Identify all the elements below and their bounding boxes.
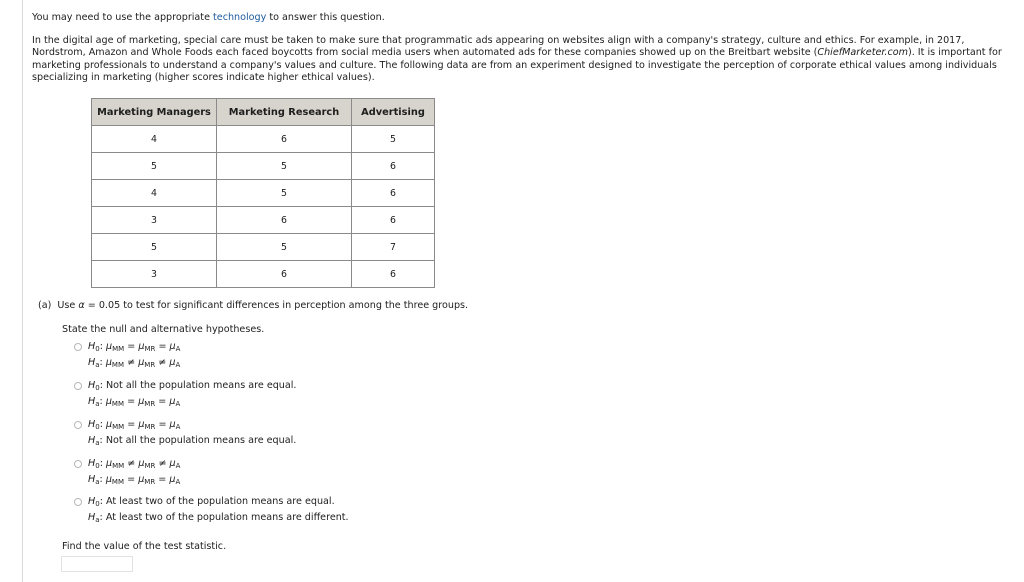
- table-header-row: [92, 99, 435, 126]
- table-cell: 3: [92, 261, 217, 288]
- table-cell: 5: [217, 180, 352, 207]
- table-cell: 6: [217, 207, 352, 234]
- data-table: [91, 98, 435, 288]
- h0-statement: $H_0$: $\mu_{MM} \ne \mu_{MR} \ne \mu_A$: [88, 458, 181, 470]
- table-cell: 5: [92, 153, 217, 180]
- instruction-text: You may need to use the appropriate technology to answer this question.: [32, 12, 385, 23]
- table-row: [92, 180, 435, 207]
- h0-statement: $H_0$: $\mu_{MM} = \mu_{MR} = \mu_A$: [88, 419, 181, 431]
- ha-statement: $H_a$: $\mu_{MM} \ne \mu_{MR} \ne \mu_A$: [88, 357, 181, 369]
- question-a: (a) Use α = 0.05 to test for significant differences in perception among the three groups.: [38, 300, 469, 311]
- table-cell: 5: [217, 153, 352, 180]
- source-citation: ChiefMarketer.com: [817, 47, 908, 59]
- ha-statement: $H_a$: Not all the population means are equal.: [88, 435, 297, 447]
- header-marketing-managers: Marketing Managers: [92, 99, 217, 126]
- header-marketing-research: Marketing Research: [217, 99, 352, 126]
- radio-button[interactable]: [74, 343, 82, 351]
- radio-button[interactable]: [74, 421, 82, 429]
- table-cell: 6: [352, 207, 435, 234]
- ha-statement: $H_a$: At least two of the population means are different.: [88, 512, 349, 524]
- table-cell: 6: [352, 153, 435, 180]
- ha-statement: $H_a$: $\mu_{MM} = \mu_{MR} = \mu_A$: [88, 396, 181, 408]
- left-margin-rule: [22, 0, 23, 582]
- table-cell: 5: [217, 234, 352, 261]
- technology-link[interactable]: technology: [213, 12, 267, 23]
- table-row: [92, 234, 435, 261]
- table-cell: 5: [92, 234, 217, 261]
- table-row: [92, 126, 435, 153]
- table-cell: 5: [352, 126, 435, 153]
- table-row: [92, 207, 435, 234]
- table-row: [92, 261, 435, 288]
- state-hypotheses-prompt: State the null and alternative hypotheses.: [62, 324, 265, 335]
- table-cell: 3: [92, 207, 217, 234]
- table-cell: 4: [92, 126, 217, 153]
- radio-button[interactable]: [74, 460, 82, 468]
- table-cell: 6: [217, 261, 352, 288]
- ha-statement: $H_a$: $\mu_{MM} = \mu_{MR} = \mu_A$: [88, 474, 181, 486]
- test-statistic-input[interactable]: [61, 556, 133, 572]
- radio-button[interactable]: [74, 382, 82, 390]
- header-advertising: Advertising: [352, 99, 435, 126]
- radio-button[interactable]: [74, 498, 82, 506]
- table-cell: 7: [352, 234, 435, 261]
- table-cell: 6: [352, 261, 435, 288]
- table-cell: 6: [352, 180, 435, 207]
- find-test-statistic-prompt: Find the value of the test statistic.: [62, 541, 227, 552]
- h0-statement: $H_0$: $\mu_{MM} = \mu_{MR} = \mu_A$: [88, 341, 181, 353]
- table-cell: 6: [217, 126, 352, 153]
- table-cell: 4: [92, 180, 217, 207]
- problem-paragraph: In the digital age of marketing, special care must be taken to make sure that programmatic ads appearing on websites align with a company's strategy, culture and ethics. For example, in 2017, Nordstrom, Amazon and Whole Foods each faced boycotts from social media users when automated ads for these companies showed up on the Breitbart website (ChiefMarketer.com). It is important for marketing professionals to understand a company's values and culture. The following data are from an experiment designed to investigate the perception of corporate ethical values among individuals specializing in marketing (higher scores indicate higher ethical values).: [32, 35, 1002, 84]
- h0-statement: $H_0$: Not all the population means are equal.: [88, 380, 297, 392]
- table-row: [92, 153, 435, 180]
- h0-statement: $H_0$: At least two of the population means are equal.: [88, 496, 335, 508]
